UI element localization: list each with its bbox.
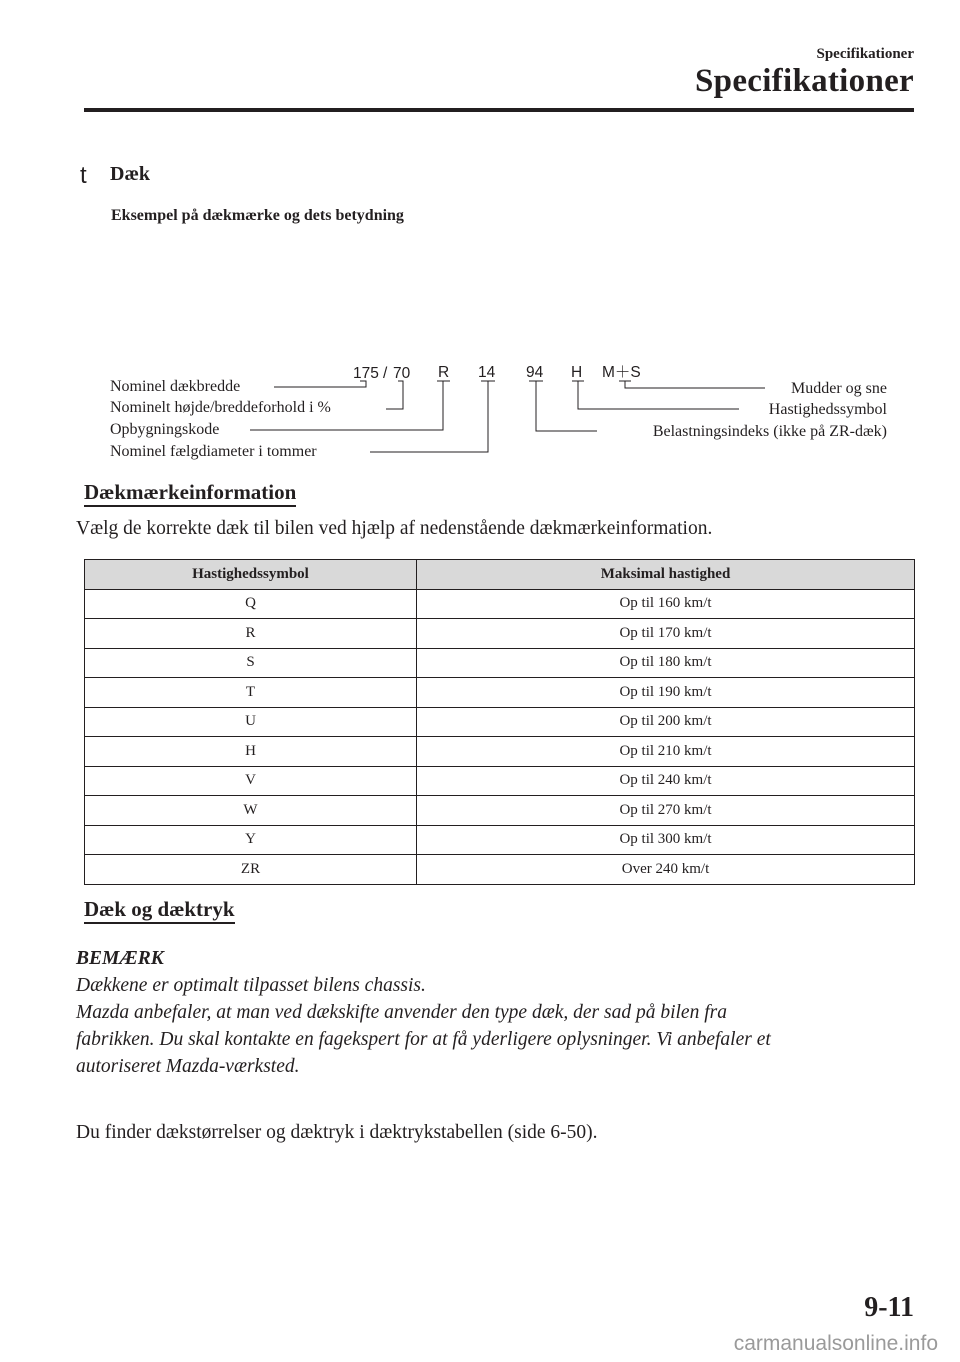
max-speed-cell: Op til 160 km/t — [417, 589, 915, 619]
speed-symbol-table — [84, 559, 915, 885]
speed-symbol-cell: Y — [85, 825, 417, 855]
table-row — [85, 766, 915, 796]
max-speed-cell: Op til 180 km/t — [417, 648, 915, 678]
code-slash: / — [383, 365, 388, 382]
code-width: 175 — [353, 365, 379, 382]
table-row — [85, 737, 915, 767]
max-speed-cell: Op til 270 km/t — [417, 796, 915, 826]
note-line: autoriseret Mazda-værksted. — [76, 1056, 300, 1077]
speed-symbol-cell: ZR — [85, 855, 417, 885]
speed-symbol-cell: U — [85, 707, 417, 737]
pressure-heading: Dæk og dæktryk — [84, 897, 235, 924]
max-speed-cell: Op til 190 km/t — [417, 678, 915, 708]
table-row — [85, 589, 915, 619]
max-speed-cell: Op til 200 km/t — [417, 707, 915, 737]
column-header-max-speed: Maksimal hastighed — [417, 560, 915, 590]
tire-info-heading: Dækmærkeinformation — [84, 480, 296, 507]
note-line: Dækkene er optimalt tilpasset bilens chassis. — [76, 975, 426, 996]
tire-marking-diagram — [0, 0, 960, 480]
max-speed-cell: Op til 240 km/t — [417, 766, 915, 796]
table-row — [85, 855, 915, 885]
label-rim: Nominel fælgdiameter i tommer — [110, 443, 317, 460]
max-speed-cell: Op til 300 km/t — [417, 825, 915, 855]
label-load-index: Belastningsindeks (ikke på ZR-dæk) — [652, 423, 887, 440]
watermark: carmanualsonline.info — [733, 1332, 938, 1355]
running-header-title: Specifikationer — [695, 63, 914, 99]
speed-symbol-cell: S — [85, 648, 417, 678]
note-line: Mazda anbefaler, at man ved dækskifte anvender den type dæk, der sad på bilen fra — [76, 1002, 727, 1023]
speed-symbol-cell: W — [85, 796, 417, 826]
label-construction: Opbygningskode — [110, 421, 220, 438]
tire-info-intro: Vælg de korrekte dæk til bilen ved hjælp af nedenstående dækmærkeinformation. — [76, 518, 713, 539]
speed-symbol-cell: H — [85, 737, 417, 767]
label-ratio: Nominelt højde/breddeforhold i % — [110, 399, 331, 416]
max-speed-cell: Op til 210 km/t — [417, 737, 915, 767]
note-title: BEMÆRK — [76, 948, 164, 969]
section-bullet-icon: t — [80, 162, 87, 189]
table-row — [85, 707, 915, 737]
table-row — [85, 825, 915, 855]
code-load: 94 — [526, 364, 544, 381]
note-line: fabrikken. Du skal kontakte en fagekspert for at få yderligere oplysninger. Vi anbefaler et — [76, 1029, 771, 1050]
leader-mud-snow — [619, 381, 765, 388]
diagram-subtitle: Eksempel på dækmærke og dets betydning — [111, 207, 404, 224]
page-number: 9-11 — [864, 1292, 914, 1323]
leader-ratio — [386, 381, 403, 409]
pressure-paragraph: Du finder dækstørrelser og dæktryk i dæktrykstabellen (side 6-50). — [76, 1122, 598, 1143]
running-header-section: Specifikationer — [816, 46, 914, 62]
leader-rim — [370, 381, 495, 452]
table-header-row — [85, 560, 915, 590]
label-width: Nominel dækbredde — [110, 378, 241, 395]
code-rim: 14 — [478, 364, 496, 381]
speed-symbol-cell: Q — [85, 589, 417, 619]
leader-load — [529, 381, 597, 431]
speed-symbol-cell: R — [85, 619, 417, 649]
table-row — [85, 678, 915, 708]
label-mud-snow: Mudder og sne — [791, 380, 887, 397]
code-ratio: 70 — [393, 365, 411, 382]
table-row — [85, 648, 915, 678]
section-title: Dæk — [110, 163, 151, 185]
code-mud-snow: M＋S — [602, 364, 641, 381]
table-row — [85, 619, 915, 649]
code-construction: R — [438, 364, 450, 381]
table-row — [85, 796, 915, 826]
leader-speed — [572, 381, 739, 409]
column-header-speed-symbol: Hastighedssymbol — [85, 560, 417, 590]
max-speed-cell: Op til 170 km/t — [417, 619, 915, 649]
label-speed-symbol: Hastighedssymbol — [768, 401, 887, 418]
speed-symbol-cell: T — [85, 678, 417, 708]
speed-symbol-cell: V — [85, 766, 417, 796]
max-speed-cell: Over 240 km/t — [417, 855, 915, 885]
code-speed: H — [571, 364, 583, 381]
